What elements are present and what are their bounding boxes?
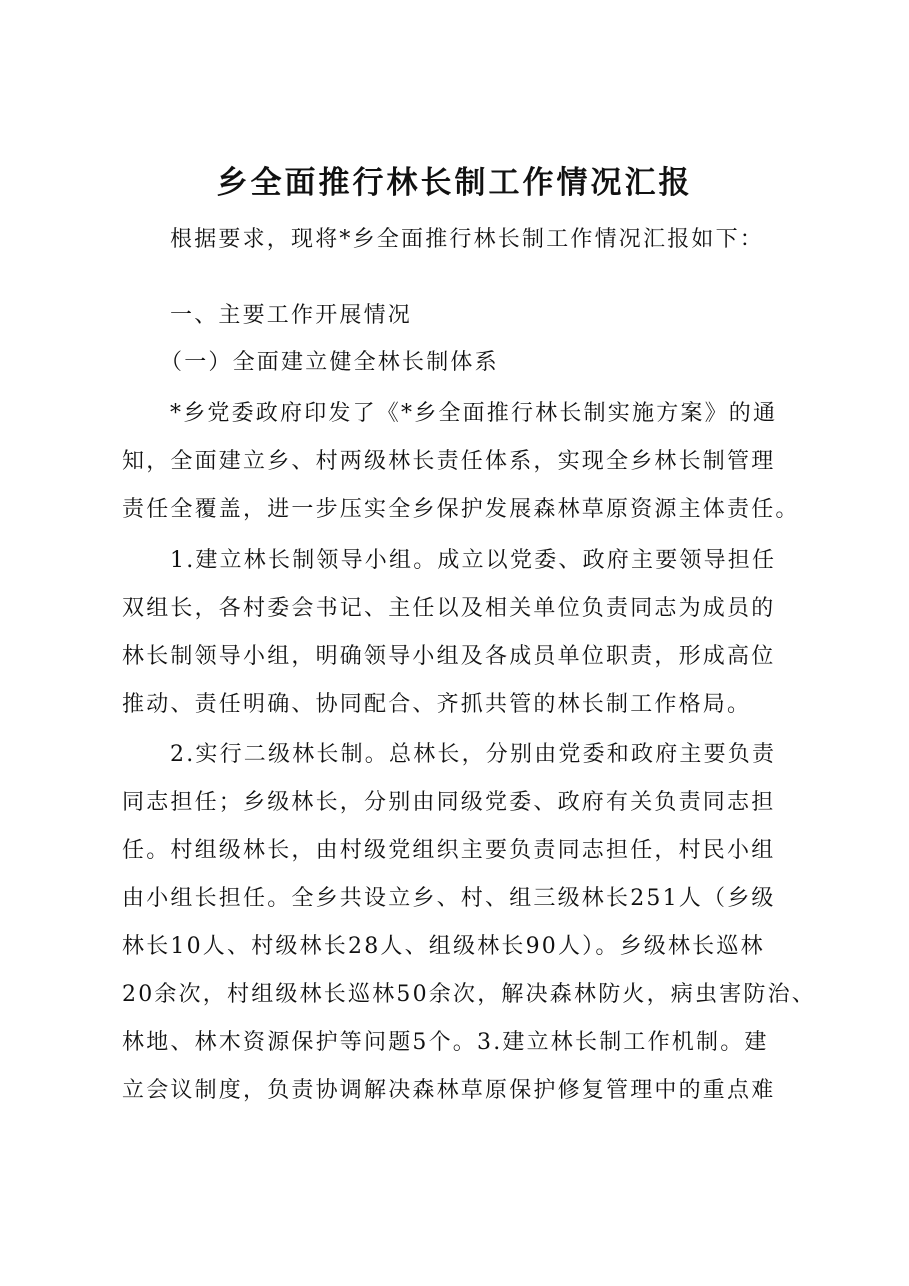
body-line: 责任全覆盖，进一步压实全乡保护发展森林草原资源主体责任。 (122, 497, 800, 522)
body-line: 2.实行二级林长制。总林长，分别由党委和政府主要负责 (170, 742, 777, 767)
body-line: 20余次，村组级林长巡林50余次，解决森林防火，病虫害防治、 (122, 982, 816, 1007)
body-line: 推动、责任明确、协同配合、齐抓共管的林长制工作格局。 (122, 692, 752, 717)
body-line: 双组长，各村委会书记、主任以及相关单位负责同志为成员的 (122, 596, 776, 621)
subsection-heading: （一）全面建立健全林长制体系 (160, 350, 499, 375)
body-line: 根据要求，现将*乡全面推行林长制工作情况汇报如下： (170, 227, 765, 252)
body-line: *乡党委政府印发了《*乡全面推行林长制实施方案》的通 (170, 401, 778, 426)
body-line: 1.建立林长制领导小组。成立以党委、政府主要领导担任 (170, 548, 777, 573)
body-line: 由小组长担任。全乡共设立乡、村、组三级林长251人（乡级 (122, 886, 776, 911)
body-line: 知，全面建立乡、村两级林长责任体系，实现全乡林长制管理 (122, 449, 776, 474)
section-heading: 一、主要工作开展情况 (170, 303, 413, 328)
body-line: 林长制领导小组，明确领导小组及各成员单位职责，形成高位 (122, 644, 776, 669)
body-line: 林长10人、村级林长28人、组级林长90人）。乡级林长巡林 (122, 934, 765, 959)
document-title: 乡全面推行林长制工作情况汇报 (216, 165, 693, 201)
body-line: 立会议制度，负责协调解决森林草原保护修复管理中的重点难 (122, 1078, 776, 1103)
body-line: 林地、林木资源保护等问题5个。3.建立林长制工作机制。建 (122, 1030, 769, 1055)
body-line: 同志担任；乡级林长，分别由同级党委、政府有关负责同志担 (122, 790, 776, 815)
body-line: 任。村组级林长，由村级党组织主要负责同志担任，村民小组 (122, 838, 776, 863)
